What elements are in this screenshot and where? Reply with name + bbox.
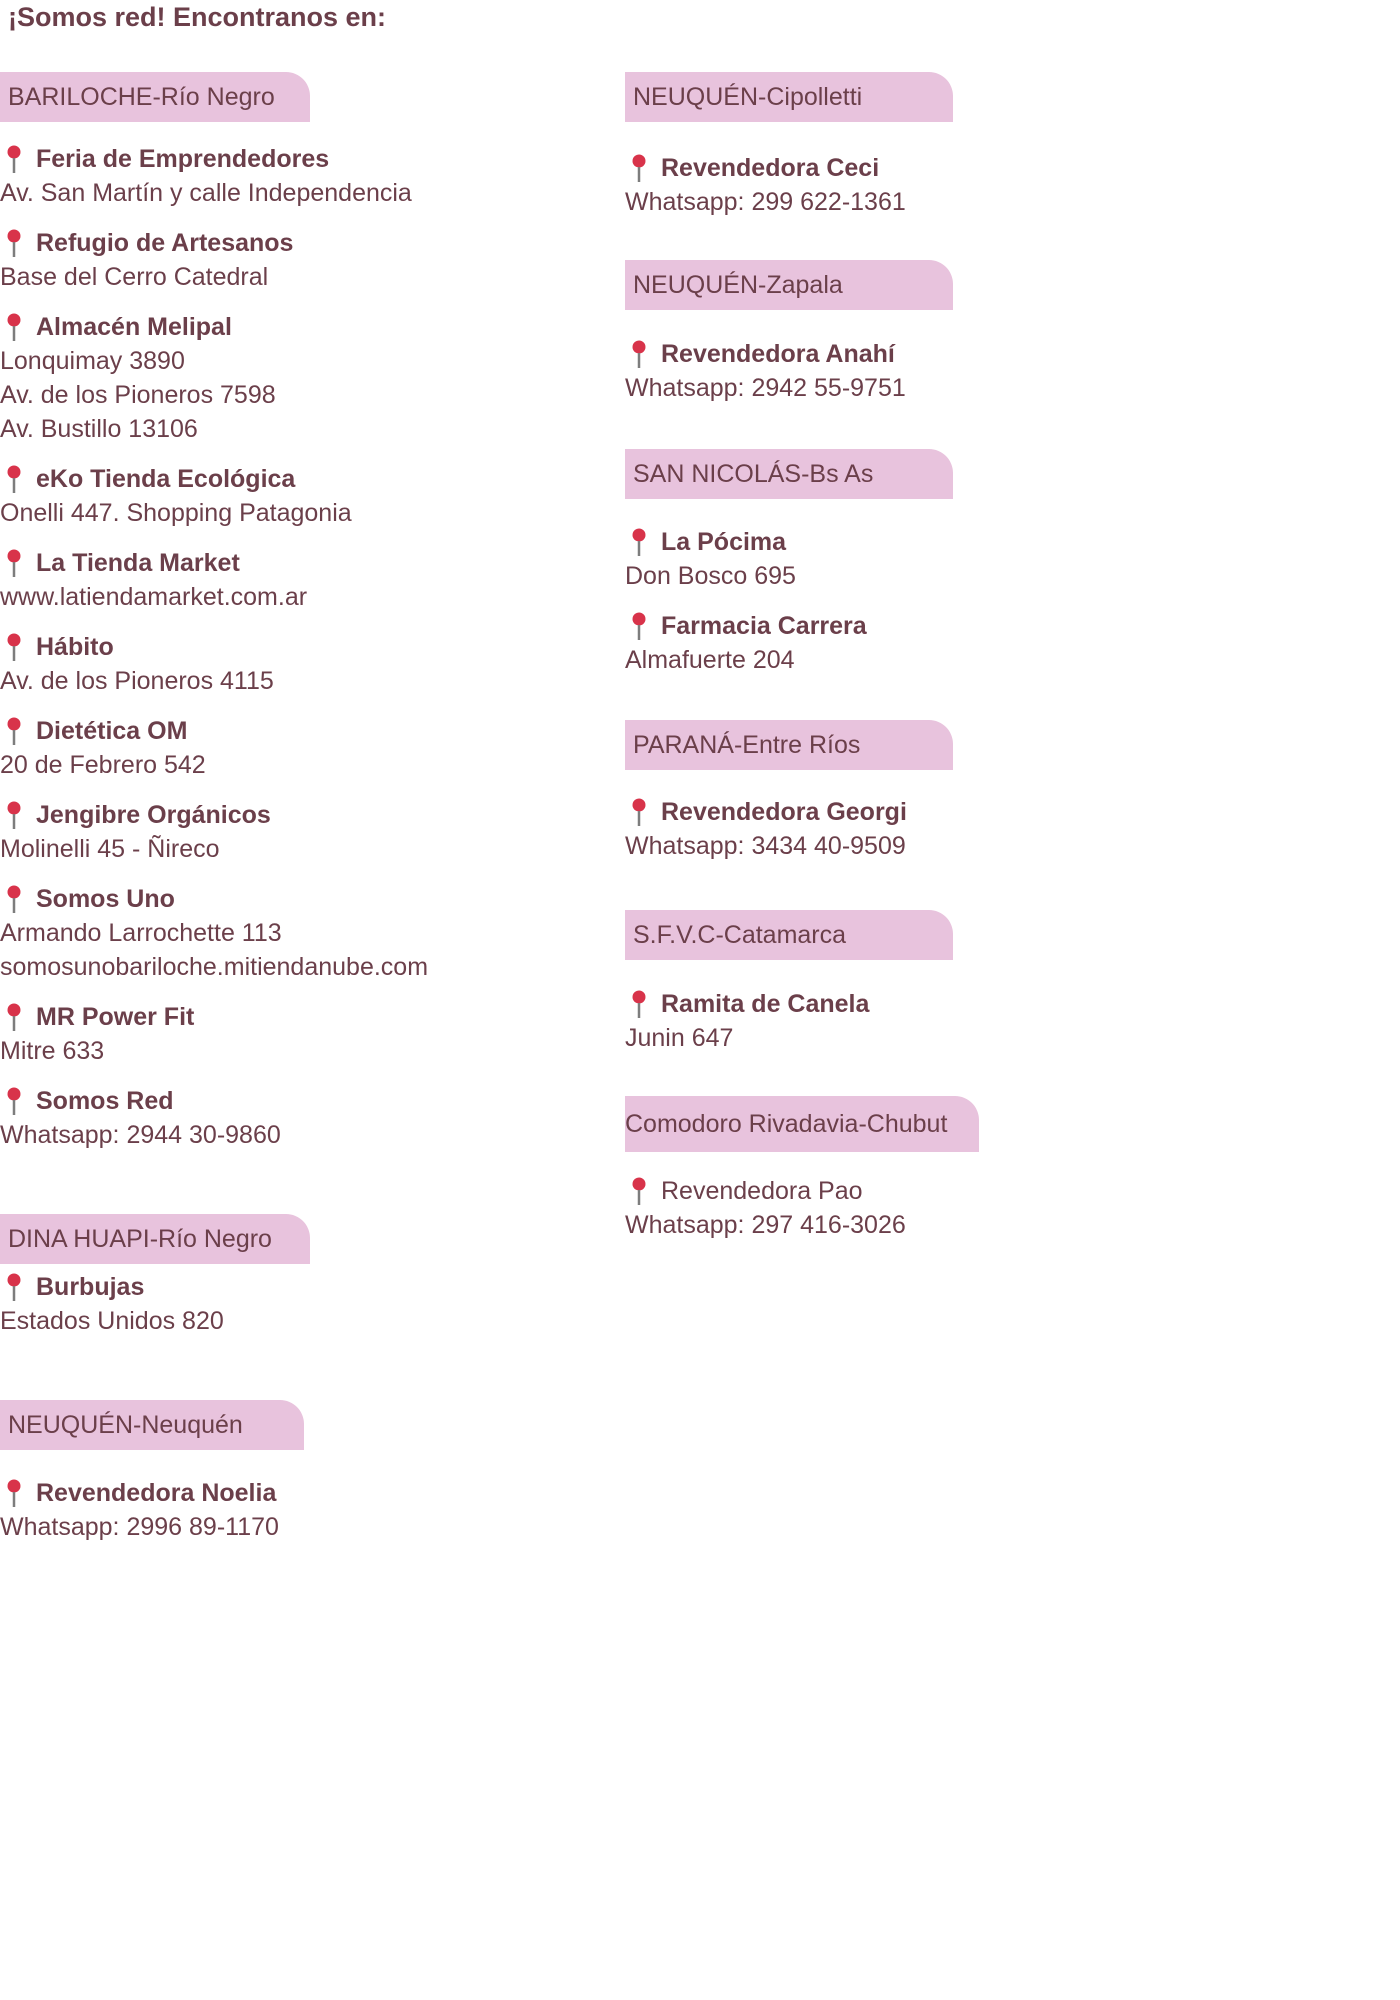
shop-name: eKo Tienda Ecológica (36, 464, 296, 493)
map-pin-icon (4, 716, 24, 746)
map-pin-icon (4, 312, 24, 342)
map-pin-icon (4, 884, 24, 914)
shop-card (625, 987, 869, 1055)
shop-card (0, 546, 307, 614)
shop-name: Hábito (36, 632, 114, 661)
shop-name: MR Power Fit (36, 1002, 195, 1031)
shop-name: Jengibre Orgánicos (36, 800, 271, 829)
shop-whatsapp: Whatsapp: 2996 89-1170 (0, 1513, 279, 1541)
page-title: ¡Somos red! Encontranos en: (8, 2, 387, 32)
map-pin-icon (4, 1478, 24, 1508)
shop-whatsapp: Whatsapp: 2944 30-9860 (0, 1121, 281, 1149)
shop-card (625, 525, 796, 593)
shop-card (625, 795, 907, 863)
shop-name: Somos Uno (36, 884, 175, 913)
shop-address: Av. de los Pioneros 7598 (0, 381, 276, 409)
shop-card (0, 1000, 194, 1068)
shop-address: Av. de los Pioneros 4115 (0, 667, 274, 695)
shop-card (0, 882, 428, 984)
shop-card (625, 609, 867, 677)
shop-name: Feria de Emprendedores (36, 144, 330, 173)
shop-website: somosunobariloche.mitiendanube.com (0, 953, 429, 981)
shop-name-row (0, 798, 271, 832)
map-pin-icon (4, 800, 24, 830)
shop-address: Junin 647 (625, 1024, 734, 1052)
shop-name: Burbujas (36, 1272, 145, 1301)
region-tab-parana: PARANÁ-Entre Ríos (625, 720, 953, 770)
shop-card (0, 1270, 224, 1338)
shop-card (0, 714, 206, 782)
map-pin-icon (4, 1086, 24, 1116)
shop-name-row (0, 1084, 281, 1118)
map-pin-icon (629, 153, 649, 183)
shop-name: La Tienda Market (36, 548, 240, 577)
region-tab-catamarca: S.F.V.C-Catamarca (625, 910, 953, 960)
shop-name-row (0, 546, 307, 580)
shop-address: Av. Bustillo 13106 (0, 415, 198, 443)
shop-whatsapp: Whatsapp: 2942 55-9751 (625, 374, 906, 402)
map-pin-icon (629, 611, 649, 641)
shop-card (0, 798, 271, 866)
region-tab-chubut: Comodoro Rivadavia-Chubut (625, 1096, 979, 1152)
shop-name-row (625, 151, 906, 185)
shop-name-row (625, 609, 867, 643)
map-pin-icon (629, 1176, 649, 1206)
region-tab-cipolletti: NEUQUÉN-Cipolletti (625, 72, 953, 122)
shop-name: Revendedora Noelia (36, 1478, 277, 1507)
shop-address: Onelli 447. Shopping Patagonia (0, 499, 352, 527)
map-pin-icon (4, 548, 24, 578)
region-tab-san-nicolas: SAN NICOLÁS-Bs As (625, 449, 953, 499)
shop-card (0, 462, 352, 530)
region-tab-bariloche: BARILOCHE-Río Negro (0, 72, 310, 122)
shop-card (0, 142, 412, 210)
shop-name: Almacén Melipal (36, 312, 232, 341)
map-pin-icon (629, 989, 649, 1019)
shop-name-row (0, 310, 276, 344)
shop-address: Molinelli 45 - Ñireco (0, 835, 220, 863)
shop-name-row (625, 525, 796, 559)
shop-name-row (0, 1000, 194, 1034)
map-pin-icon (4, 1272, 24, 1302)
shop-name: Revendedora Pao (661, 1176, 863, 1205)
map-pin-icon (4, 464, 24, 494)
shop-name-row (0, 226, 293, 260)
shop-card (625, 1174, 906, 1242)
shop-name-row (0, 1270, 224, 1304)
shop-card (0, 630, 274, 698)
region-tab-dina-huapi: DINA HUAPI-Río Negro (0, 1214, 310, 1264)
shop-card (0, 226, 293, 294)
shop-name: Refugio de Artesanos (36, 228, 294, 257)
shop-name: Ramita de Canela (661, 989, 870, 1018)
shop-name-row (625, 987, 869, 1021)
shop-name: Dietética OM (36, 716, 188, 745)
shop-name-row (625, 1174, 906, 1208)
shop-address: Armando Larrochette 113 (0, 919, 282, 947)
map-pin-icon (629, 339, 649, 369)
shop-whatsapp: Whatsapp: 297 416-3026 (625, 1211, 906, 1239)
region-tab-neuquen: NEUQUÉN-Neuquén (0, 1400, 304, 1450)
region-tab-zapala: NEUQUÉN-Zapala (625, 260, 953, 310)
shop-card (0, 310, 276, 446)
map-pin-icon (629, 797, 649, 827)
shop-name-row (0, 714, 206, 748)
shop-address: Almafuerte 204 (625, 646, 795, 674)
map-pin-icon (4, 228, 24, 258)
shop-address: Don Bosco 695 (625, 562, 796, 590)
shop-card (625, 337, 906, 405)
map-pin-icon (4, 632, 24, 662)
shop-name-row (0, 462, 352, 496)
shop-card (625, 151, 906, 219)
shop-name: Farmacia Carrera (661, 611, 867, 640)
shop-address: Estados Unidos 820 (0, 1307, 224, 1335)
map-pin-icon (629, 527, 649, 557)
shop-address: Base del Cerro Catedral (0, 263, 269, 291)
shop-address: Av. San Martín y calle Independencia (0, 179, 412, 207)
shop-name-row (0, 1476, 279, 1510)
shop-name-row (0, 630, 274, 664)
shop-name: Revendedora Ceci (661, 153, 880, 182)
shop-whatsapp: Whatsapp: 3434 40-9509 (625, 832, 906, 860)
shop-name: Revendedora Anahí (661, 339, 895, 368)
shop-name-row (625, 795, 907, 829)
shop-name-row (625, 337, 906, 371)
shop-name-row (0, 142, 412, 176)
shop-name-row (0, 882, 428, 916)
shop-card (0, 1084, 281, 1152)
shop-name: La Pócima (661, 527, 787, 556)
shop-name: Revendedora Georgi (661, 797, 907, 826)
shop-website: www.latiendamarket.com.ar (0, 583, 308, 611)
shop-name: Somos Red (36, 1086, 174, 1115)
map-pin-icon (4, 144, 24, 174)
shop-address: Lonquimay 3890 (0, 347, 185, 375)
map-pin-icon (4, 1002, 24, 1032)
shop-address: Mitre 633 (0, 1037, 105, 1065)
shop-address: 20 de Febrero 542 (0, 751, 206, 779)
shop-card (0, 1476, 279, 1544)
shop-whatsapp: Whatsapp: 299 622-1361 (625, 188, 906, 216)
